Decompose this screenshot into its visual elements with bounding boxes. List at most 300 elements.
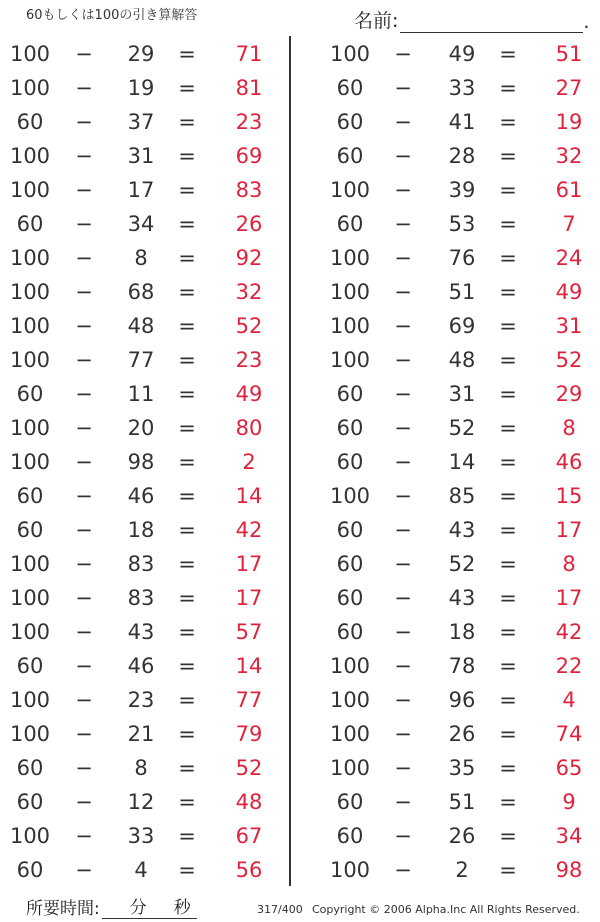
minuend: 60 — [336, 824, 364, 848]
minuend: 60 — [16, 654, 44, 678]
problem-row — [0, 819, 290, 853]
minuend: 60 — [336, 144, 364, 168]
subtrahend: 8 — [134, 246, 148, 270]
subtrahend: 19 — [127, 76, 155, 100]
right-problem-column — [300, 37, 590, 887]
answer: 83 — [235, 178, 263, 202]
equals-sign: = — [178, 144, 196, 168]
subtrahend: 78 — [448, 654, 476, 678]
answer: 8 — [562, 416, 576, 440]
equals-sign: = — [178, 212, 196, 236]
minus-sign: − — [394, 144, 412, 168]
problem-row — [0, 343, 290, 377]
problem-row — [0, 309, 290, 343]
answer: 31 — [555, 314, 583, 338]
minus-sign: − — [394, 450, 412, 474]
subtrahend: 76 — [448, 246, 476, 270]
subtrahend: 26 — [448, 824, 476, 848]
problem-row — [0, 207, 290, 241]
subtrahend: 51 — [448, 790, 476, 814]
answer: 56 — [235, 858, 263, 882]
minus-sign: − — [75, 280, 93, 304]
subtrahend: 83 — [127, 552, 155, 576]
minuend: 60 — [16, 484, 44, 508]
minuend: 100 — [9, 688, 51, 712]
subtrahend: 68 — [127, 280, 155, 304]
answer: 23 — [235, 110, 263, 134]
equals-sign: = — [178, 110, 196, 134]
minus-sign: − — [75, 586, 93, 610]
minus-sign: − — [394, 76, 412, 100]
equals-sign: = — [178, 280, 196, 304]
minuend: 100 — [329, 756, 371, 780]
problem-row — [300, 173, 590, 207]
problem-row — [300, 411, 590, 445]
problem-row — [300, 377, 590, 411]
answer: 27 — [555, 76, 583, 100]
problem-row — [0, 785, 290, 819]
problem-row — [300, 615, 590, 649]
minuend: 60 — [336, 518, 364, 542]
problem-row — [0, 139, 290, 173]
equals-sign: = — [499, 76, 517, 100]
minuend: 100 — [9, 348, 51, 372]
subtrahend: 46 — [127, 654, 155, 678]
minus-sign: − — [75, 688, 93, 712]
equals-sign: = — [178, 314, 196, 338]
subtrahend: 35 — [448, 756, 476, 780]
minus-sign: − — [75, 790, 93, 814]
minuend: 100 — [329, 348, 371, 372]
answer: 49 — [555, 280, 583, 304]
answer: 9 — [562, 790, 576, 814]
problem-row — [300, 37, 590, 71]
equals-sign: = — [499, 178, 517, 202]
minuend: 100 — [9, 552, 51, 576]
minus-sign: − — [394, 42, 412, 66]
problem-row — [0, 173, 290, 207]
equals-sign: = — [178, 722, 196, 746]
minus-sign: − — [394, 688, 412, 712]
subtrahend: 52 — [448, 552, 476, 576]
minus-sign: − — [75, 382, 93, 406]
minuend: 100 — [329, 314, 371, 338]
equals-sign: = — [499, 620, 517, 644]
problem-row — [0, 751, 290, 785]
minuend: 100 — [329, 42, 371, 66]
minus-sign: − — [394, 178, 412, 202]
problem-row — [300, 649, 590, 683]
minuend: 100 — [9, 76, 51, 100]
equals-sign: = — [499, 552, 517, 576]
equals-sign: = — [499, 450, 517, 474]
equals-sign: = — [178, 76, 196, 100]
minuend: 100 — [9, 416, 51, 440]
answer: 74 — [555, 722, 583, 746]
subtrahend: 53 — [448, 212, 476, 236]
answer: 29 — [555, 382, 583, 406]
subtrahend: 37 — [127, 110, 155, 134]
minuend: 60 — [16, 518, 44, 542]
problem-row — [300, 547, 590, 581]
minus-sign: − — [75, 76, 93, 100]
problem-row — [0, 37, 290, 71]
worksheet-title: 60もしくは100の引き算解答 — [26, 8, 198, 23]
subtrahend: 96 — [448, 688, 476, 712]
equals-sign: = — [178, 552, 196, 576]
answer: 22 — [555, 654, 583, 678]
minuend: 100 — [9, 722, 51, 746]
equals-sign: = — [499, 144, 517, 168]
equals-sign: = — [178, 450, 196, 474]
subtrahend: 26 — [448, 722, 476, 746]
minuend: 100 — [329, 280, 371, 304]
subtrahend: 2 — [455, 858, 469, 882]
minus-sign: − — [394, 518, 412, 542]
minus-sign: − — [75, 484, 93, 508]
minus-sign: − — [394, 416, 412, 440]
minus-sign: − — [75, 722, 93, 746]
minuend: 100 — [329, 688, 371, 712]
equals-sign: = — [499, 348, 517, 372]
problem-row — [300, 71, 590, 105]
problem-row — [0, 241, 290, 275]
minuend: 60 — [16, 790, 44, 814]
answer: 49 — [235, 382, 263, 406]
problem-row — [0, 105, 290, 139]
minus-sign: − — [75, 654, 93, 678]
minuend: 60 — [336, 382, 364, 406]
answer: 79 — [235, 722, 263, 746]
equals-sign: = — [499, 212, 517, 236]
equals-sign: = — [499, 756, 517, 780]
answer: 8 — [562, 552, 576, 576]
seconds-unit: 秒 — [173, 898, 191, 918]
problem-row — [300, 105, 590, 139]
problem-row — [300, 751, 590, 785]
time-blank-line[interactable] — [102, 896, 197, 919]
minuend: 100 — [9, 620, 51, 644]
equals-sign: = — [499, 824, 517, 848]
equals-sign: = — [178, 824, 196, 848]
subtrahend: 31 — [127, 144, 155, 168]
answer: 77 — [235, 688, 263, 712]
problem-row — [0, 683, 290, 717]
equals-sign: = — [178, 620, 196, 644]
minuend: 60 — [16, 110, 44, 134]
subtrahend: 28 — [448, 144, 476, 168]
equals-sign: = — [499, 518, 517, 542]
subtrahend: 52 — [448, 416, 476, 440]
answer: 32 — [235, 280, 263, 304]
problem-row — [0, 513, 290, 547]
answer: 65 — [555, 756, 583, 780]
minutes-unit: 分 — [129, 898, 147, 918]
answer: 48 — [235, 790, 263, 814]
problem-row — [300, 139, 590, 173]
minus-sign: − — [75, 824, 93, 848]
subtrahend: 98 — [127, 450, 155, 474]
subtrahend: 43 — [448, 586, 476, 610]
answer: 26 — [235, 212, 263, 236]
problem-row — [300, 853, 590, 887]
answer: 14 — [235, 484, 263, 508]
equals-sign: = — [178, 586, 196, 610]
problem-row — [0, 717, 290, 751]
minus-sign: − — [75, 552, 93, 576]
problem-row — [300, 309, 590, 343]
minuend: 100 — [9, 586, 51, 610]
problem-row — [300, 275, 590, 309]
minus-sign: − — [394, 620, 412, 644]
problem-row — [0, 479, 290, 513]
minus-sign: − — [75, 212, 93, 236]
equals-sign: = — [178, 858, 196, 882]
answer: 34 — [555, 824, 583, 848]
minuend: 60 — [16, 382, 44, 406]
answer: 51 — [555, 42, 583, 66]
equals-sign: = — [178, 348, 196, 372]
minus-sign: − — [75, 348, 93, 372]
minus-sign: − — [75, 858, 93, 882]
subtrahend: 11 — [127, 382, 155, 406]
answer: 81 — [235, 76, 263, 100]
minuend: 60 — [16, 756, 44, 780]
subtrahend: 23 — [127, 688, 155, 712]
equals-sign: = — [499, 688, 517, 712]
minus-sign: − — [75, 144, 93, 168]
answer: 32 — [555, 144, 583, 168]
minuend: 100 — [329, 178, 371, 202]
minus-sign: − — [394, 110, 412, 134]
minus-sign: − — [394, 280, 412, 304]
minus-sign: − — [394, 790, 412, 814]
equals-sign: = — [178, 416, 196, 440]
answer: 42 — [235, 518, 263, 542]
subtrahend: 39 — [448, 178, 476, 202]
equals-sign: = — [178, 42, 196, 66]
subtrahend: 48 — [127, 314, 155, 338]
minuend: 60 — [336, 790, 364, 814]
minus-sign: − — [394, 246, 412, 270]
subtrahend: 46 — [127, 484, 155, 508]
problem-row — [300, 513, 590, 547]
minuend: 100 — [9, 280, 51, 304]
minus-sign: − — [75, 246, 93, 270]
subtrahend: 20 — [127, 416, 155, 440]
equals-sign: = — [178, 178, 196, 202]
minus-sign: − — [394, 212, 412, 236]
answer: 24 — [555, 246, 583, 270]
minus-sign: − — [394, 552, 412, 576]
minus-sign: − — [394, 722, 412, 746]
minuend: 100 — [9, 824, 51, 848]
minus-sign: − — [75, 620, 93, 644]
equals-sign: = — [499, 484, 517, 508]
problem-row — [0, 649, 290, 683]
minuend: 60 — [336, 110, 364, 134]
minus-sign: − — [394, 586, 412, 610]
subtrahend: 21 — [127, 722, 155, 746]
subtrahend: 14 — [448, 450, 476, 474]
equals-sign: = — [499, 280, 517, 304]
subtrahend: 49 — [448, 42, 476, 66]
minus-sign: − — [394, 348, 412, 372]
subtrahend: 18 — [448, 620, 476, 644]
answer: 52 — [235, 314, 263, 338]
equals-sign: = — [178, 246, 196, 270]
answer: 80 — [235, 416, 263, 440]
problem-row — [0, 547, 290, 581]
subtrahend: 48 — [448, 348, 476, 372]
minus-sign: − — [394, 858, 412, 882]
minuend: 100 — [9, 42, 51, 66]
subtrahend: 85 — [448, 484, 476, 508]
subtrahend: 12 — [127, 790, 155, 814]
answer: 17 — [235, 586, 263, 610]
problem-row — [0, 853, 290, 887]
copyright-notice: Copyright © 2006 Alpha.Inc All Rights Reserved. — [312, 903, 580, 916]
subtrahend: 43 — [448, 518, 476, 542]
answer: 98 — [555, 858, 583, 882]
subtrahend: 17 — [127, 178, 155, 202]
equals-sign: = — [499, 654, 517, 678]
answer: 67 — [235, 824, 263, 848]
minuend: 60 — [16, 212, 44, 236]
name-line-end: . — [583, 11, 590, 33]
minus-sign: − — [75, 518, 93, 542]
problem-row — [300, 445, 590, 479]
subtrahend: 18 — [127, 518, 155, 542]
problem-row — [300, 343, 590, 377]
minuend: 100 — [9, 450, 51, 474]
minuend: 60 — [336, 212, 364, 236]
equals-sign: = — [178, 484, 196, 508]
equals-sign: = — [499, 110, 517, 134]
subtrahend: 41 — [448, 110, 476, 134]
minuend: 60 — [336, 450, 364, 474]
subtrahend: 69 — [448, 314, 476, 338]
minuend: 100 — [9, 246, 51, 270]
equals-sign: = — [178, 382, 196, 406]
answer: 17 — [235, 552, 263, 576]
minus-sign: − — [75, 756, 93, 780]
equals-sign: = — [499, 416, 517, 440]
answer: 52 — [235, 756, 263, 780]
left-problem-column — [0, 37, 290, 887]
minuend: 100 — [329, 722, 371, 746]
equals-sign: = — [499, 722, 517, 746]
minuend: 60 — [336, 76, 364, 100]
minus-sign: − — [394, 382, 412, 406]
problem-row — [300, 683, 590, 717]
minuend: 100 — [329, 484, 371, 508]
minus-sign: − — [75, 416, 93, 440]
minuend: 60 — [16, 858, 44, 882]
equals-sign: = — [499, 314, 517, 338]
answer: 42 — [555, 620, 583, 644]
subtrahend: 33 — [448, 76, 476, 100]
name-label: 名前: — [354, 10, 399, 32]
time-label: 所要時間: — [26, 899, 100, 919]
equals-sign: = — [178, 688, 196, 712]
answer: 57 — [235, 620, 263, 644]
equals-sign: = — [499, 246, 517, 270]
answer: 52 — [555, 348, 583, 372]
answer: 17 — [555, 518, 583, 542]
problem-row — [0, 411, 290, 445]
answer: 69 — [235, 144, 263, 168]
answer: 17 — [555, 586, 583, 610]
answer: 7 — [562, 212, 576, 236]
problem-row — [300, 581, 590, 615]
problem-row — [0, 445, 290, 479]
problem-row — [300, 207, 590, 241]
minuend: 60 — [336, 552, 364, 576]
equals-sign: = — [499, 42, 517, 66]
answer: 46 — [555, 450, 583, 474]
page-number: 317/400 — [257, 903, 303, 916]
minus-sign: − — [394, 756, 412, 780]
equals-sign: = — [499, 790, 517, 814]
subtrahend: 51 — [448, 280, 476, 304]
time-spent-field — [26, 894, 197, 919]
answer: 4 — [562, 688, 576, 712]
subtrahend: 83 — [127, 586, 155, 610]
problem-row — [300, 717, 590, 751]
minus-sign: − — [394, 654, 412, 678]
subtrahend: 29 — [127, 42, 155, 66]
subtrahend: 34 — [127, 212, 155, 236]
name-field[interactable] — [354, 6, 589, 33]
minuend: 100 — [329, 858, 371, 882]
minuend: 60 — [336, 586, 364, 610]
problem-row — [0, 275, 290, 309]
minuend: 100 — [329, 246, 371, 270]
subtrahend: 31 — [448, 382, 476, 406]
equals-sign: = — [178, 790, 196, 814]
answer: 71 — [235, 42, 263, 66]
minus-sign: − — [75, 42, 93, 66]
minuend: 60 — [336, 416, 364, 440]
minus-sign: − — [394, 314, 412, 338]
answer: 15 — [555, 484, 583, 508]
minus-sign: − — [75, 450, 93, 474]
minus-sign: − — [75, 110, 93, 134]
minus-sign: − — [394, 484, 412, 508]
problem-row — [300, 479, 590, 513]
minuend: 100 — [9, 144, 51, 168]
minuend: 100 — [9, 178, 51, 202]
equals-sign: = — [178, 518, 196, 542]
problem-row — [300, 819, 590, 853]
problem-row — [300, 241, 590, 275]
answer: 92 — [235, 246, 263, 270]
problem-row — [0, 615, 290, 649]
name-blank-line[interactable] — [400, 12, 583, 33]
answer: 61 — [555, 178, 583, 202]
problem-row — [0, 71, 290, 105]
minus-sign: − — [394, 824, 412, 848]
subtrahend: 8 — [134, 756, 148, 780]
answer: 23 — [235, 348, 263, 372]
equals-sign: = — [499, 858, 517, 882]
equals-sign: = — [178, 756, 196, 780]
problem-row — [0, 581, 290, 615]
minuend: 100 — [9, 314, 51, 338]
problem-row — [300, 785, 590, 819]
subtrahend: 4 — [134, 858, 148, 882]
